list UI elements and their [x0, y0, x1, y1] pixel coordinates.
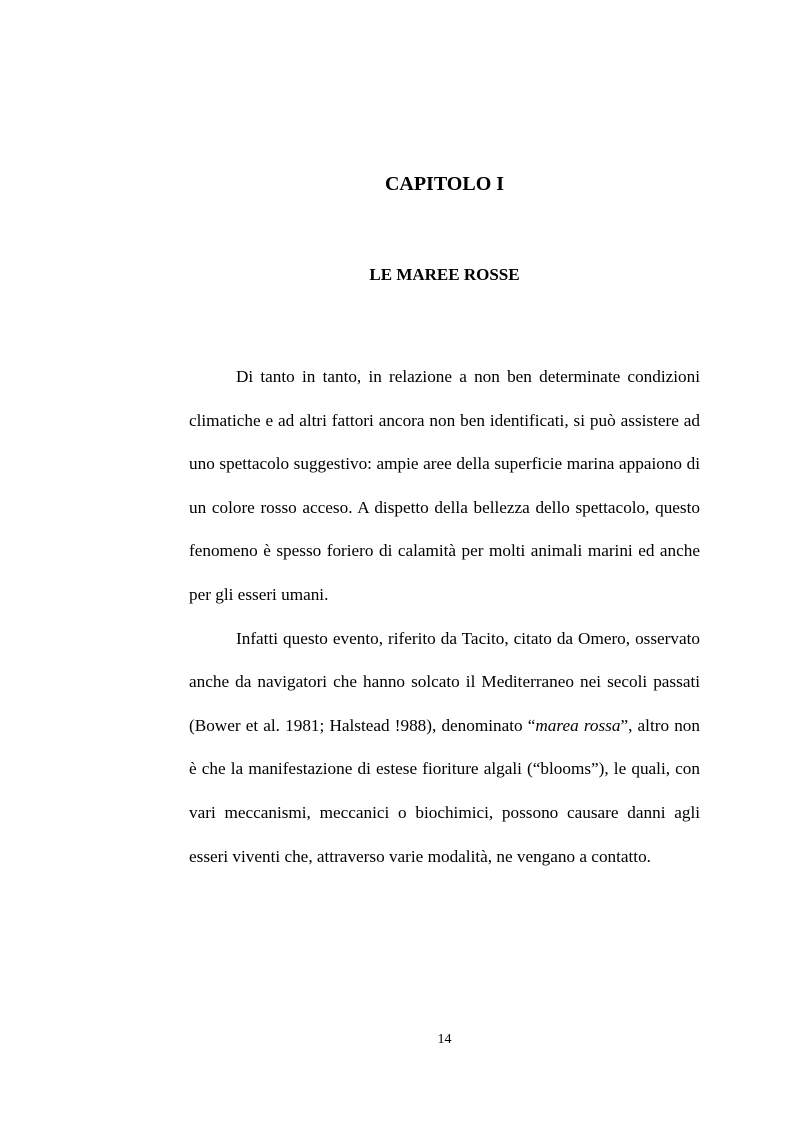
section-title: LE MAREE ROSSE: [369, 265, 520, 284]
body-text: [189, 355, 700, 878]
paragraph: [189, 617, 700, 879]
page-number: 14: [437, 1032, 452, 1047]
chapter-title: [189, 172, 700, 196]
italic-term: marea rossa: [535, 715, 621, 735]
paragraph-text: ”, altro non è che la manifestazione di estese fioriture algali (“blooms”), le quali, con vari meccanismi, meccanici o biochimici, possono causare danni agli esseri viventi che, attraverso varie modalità, ne vengano a contatto.: [189, 715, 700, 866]
paragraph-text: Infatti questo evento, riferito da Tacito, citato da Omero, osservato anche da navigatori che hanno solcato il Mediterraneo nei secoli passati (Bower et al. 1981; Halstead !988), denominato “: [189, 628, 700, 735]
chapter-title-text: CAPITOLO I: [384, 173, 505, 195]
paragraph: Di tanto in tanto, in relazione a non ben determinate condizioni climatiche e ad altri fattori ancora non ben identificati, si può assistere ad uno spettacolo suggestivo: ampie aree della superficie marina appaiono di un colore rosso acceso. A dispetto della bellezza dello spettacolo, questo fenomeno è spesso foriero di calamità per molti animali marini ed anche per gli esseri umani.: [189, 367, 700, 604]
